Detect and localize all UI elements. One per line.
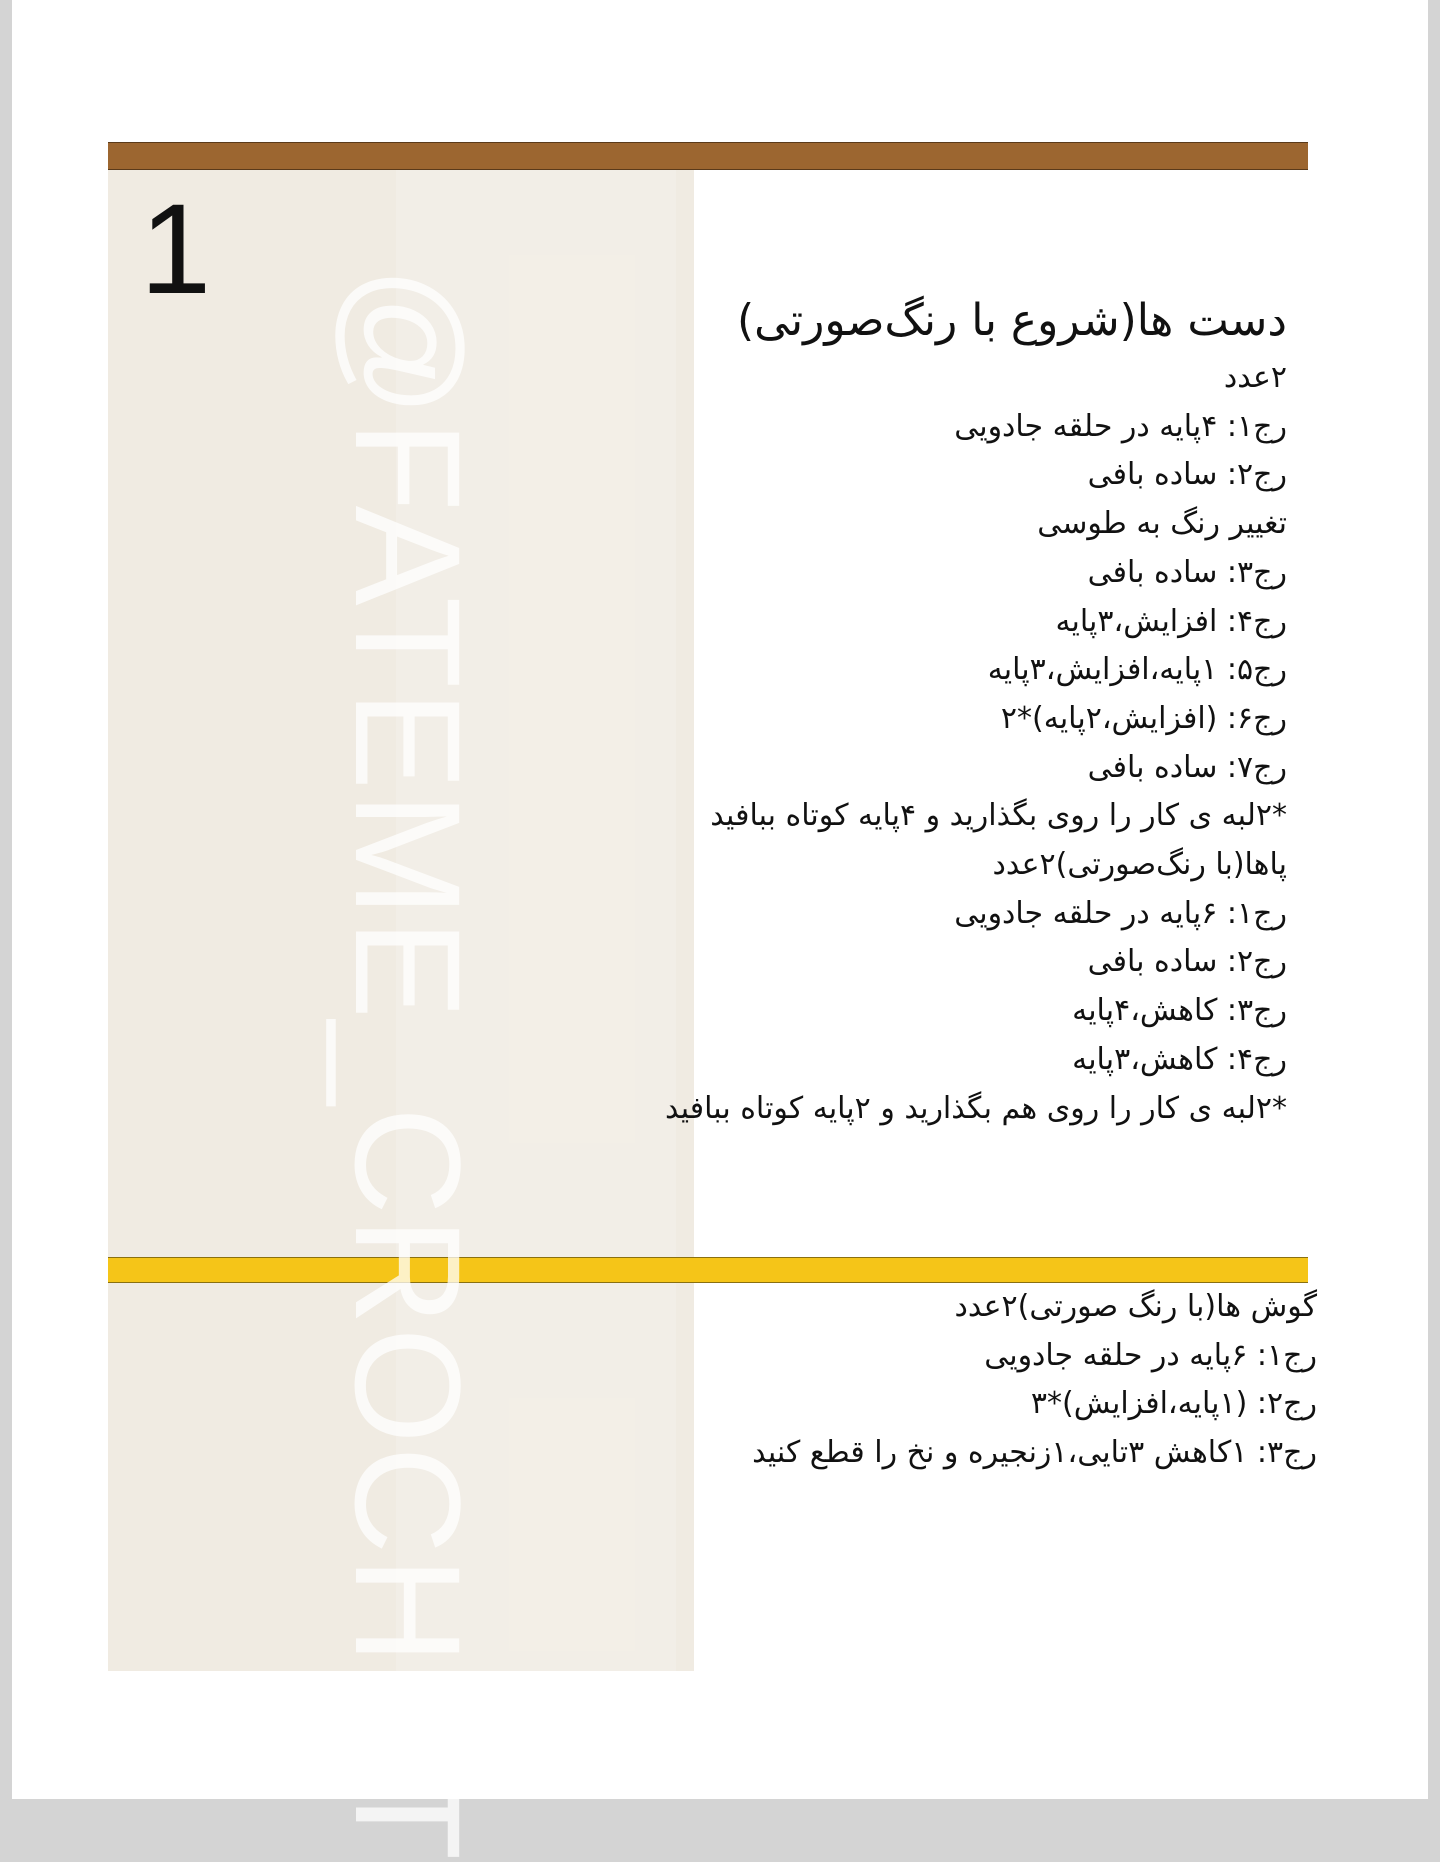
page-number: 1 bbox=[140, 178, 212, 321]
pattern-subheading: پاها(با رنگ‌صورتی)۲عدد bbox=[992, 847, 1287, 883]
pattern-line: رج۱: ۴پایه در حلقه جادویی bbox=[954, 408, 1287, 444]
pattern-line: رج۳: ۱کاهش ۳تایی،۱زنجیره و نخ را قطع کنید bbox=[752, 1435, 1317, 1471]
middle-divider-bar bbox=[108, 1257, 1308, 1283]
pattern-subheading: گوش ها(با رنگ صورتی)۲عدد bbox=[954, 1289, 1317, 1324]
pattern-line: رج۱: ۶پایه در حلقه جادویی bbox=[984, 1337, 1317, 1373]
pattern-line: رج۲: ساده بافی bbox=[1087, 457, 1287, 493]
pattern-section-ears bbox=[577, 1283, 1317, 1478]
pattern-line: رج۳: کاهش،۴پایه bbox=[1072, 993, 1287, 1029]
pattern-line: ۲عدد bbox=[1223, 360, 1287, 395]
pattern-line: رج۶: (افزایش،۲پایه)*۲ bbox=[1000, 700, 1287, 736]
pattern-line: رج۷: ساده بافی bbox=[1087, 749, 1287, 785]
pattern-line: رج۲: (۱پایه،افزایش)*۳ bbox=[1030, 1386, 1317, 1422]
pattern-section-arms-legs bbox=[547, 292, 1287, 1133]
watermark-text: @FATEME_CROCHET bbox=[324, 266, 492, 1862]
pattern-line: *۲لبه ی کار را روی بگذارید و ۴پایه کوتاه ببافید bbox=[710, 798, 1287, 834]
top-divider-bar bbox=[108, 142, 1308, 170]
pattern-line: رج۴: افزایش،۳پایه bbox=[1055, 603, 1287, 639]
pattern-line: رج۱: ۶پایه در حلقه جادویی bbox=[954, 895, 1287, 931]
section-title: دست ها(شروع با رنگ‌صورتی) bbox=[737, 295, 1287, 346]
pattern-line: رج۳: ساده بافی bbox=[1087, 554, 1287, 590]
pattern-line: تغییر رنگ به طوسی bbox=[1037, 506, 1287, 542]
pattern-line: رج۴: کاهش،۳پایه bbox=[1072, 1041, 1287, 1077]
pattern-line: رج۵: ۱پایه،افزایش،۳پایه bbox=[987, 652, 1287, 688]
pattern-line: رج۲: ساده بافی bbox=[1087, 944, 1287, 980]
pattern-line: *۲لبه ی کار را روی هم بگذارید و ۲پایه کوتاه ببافید bbox=[664, 1090, 1287, 1126]
